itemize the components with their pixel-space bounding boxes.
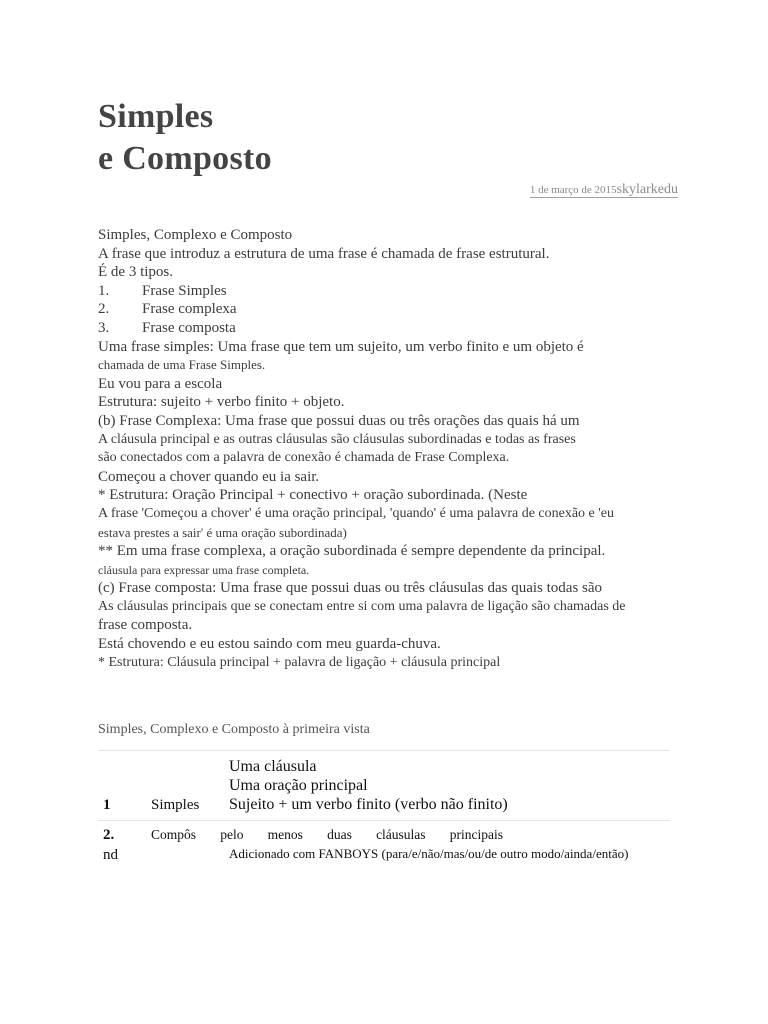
table-row-number: 1 [103,797,111,813]
article-body [98,226,698,672]
title-line-1: Simples [98,98,214,135]
list-text: Frase Simples [142,282,227,299]
list-number: 3. [98,319,110,336]
paragraph-line: É de 3 tipos. [98,264,173,281]
paragraph-line: chamada de uma Frase Simples. [98,357,266,373]
paragraph-line: Uma frase simples: Uma frase que tem um sujeito, um verbo finito e um objeto é [98,338,584,355]
post-meta[interactable] [530,183,678,198]
list-item [98,282,698,301]
paragraph-line: Começou a chover quando eu ia sair. [98,468,320,485]
paragraph-line: são conectados com a palavra de conexão é chamada de Frase Complexa. [98,450,510,466]
description-line: Sujeito + um verbo finito (verbo não finito) [229,796,508,813]
paragraph-line: A frase 'Começou a chover' é uma oração principal, 'quando' é uma palavra de conexão e 'eu [98,505,614,521]
paragraph-line: Estrutura: sujeito + verbo finito + objeto. [98,394,345,411]
paragraph-line: Eu vou para a escola [98,375,223,392]
paragraph-line: Simples, Complexo e Composto [98,227,293,243]
paragraph-line: * Estrutura: Cláusula principal + palavra de ligação + cláusula principal [98,654,501,670]
title-line-2: e Composto [98,140,272,177]
paragraph-line: * Estrutura: Oração Principal + conectivo + oração subordinada. (Neste [98,487,528,504]
list-number: 1. [98,282,110,299]
table-row-type: Simples [151,797,200,813]
paragraph-line: estava prestes a sair' é uma oração subordinada) [98,524,347,540]
section-heading: Simples, Complexo e Composto à primeira vista [98,722,370,737]
list-text: Frase complexa [142,301,237,318]
paragraph-line: As cláusulas principais que se conectam entre si com uma palavra de ligação são chamadas de [98,598,626,614]
table-row-number-suffix: nd [103,847,118,863]
description-line: Uma oração principal [229,777,368,794]
table-divider [98,820,670,821]
list-text: Frase composta [142,319,236,336]
table-row-description [229,757,508,814]
page-title [98,96,272,180]
list-item [98,300,698,319]
paragraph-line: (b) Frase Complexa: Uma frase que possui duas ou três orações das quais há um [98,412,580,429]
paragraph-line: A frase que introduz a estrutura de uma frase é chamada de frase estrutural. [98,245,550,262]
list-item [98,319,698,338]
post-date[interactable]: 1 de março de 2015 [529,184,617,196]
paragraph-line: Está chovendo e eu estou saindo com meu guarda-chuva. [98,636,441,653]
table-row-description: Adicionado com FANBOYS (para/e/não/mas/ou/de outro modo/ainda/então) [229,846,629,861]
paragraph-line: A cláusula principal e as outras cláusulas são cláusulas subordinadas e todas as frases [98,431,576,447]
table-row-description: Compôs pelo menos duas cláusulas principais [151,827,503,842]
paragraph-line: (c) Frase composta: Uma frase que possui duas ou três cláusulas das quais todas são [98,580,603,597]
paragraph-line: frase composta. [98,617,193,634]
paragraph-line: ** Em uma frase complexa, a oração subordinada é sempre dependente da principal. [98,543,606,560]
description-line: Uma cláusula [229,758,317,775]
post-author[interactable]: skylarkedu [616,182,678,197]
table-row-number: 2. [103,827,115,843]
paragraph-line: cláusula para expressar uma frase completa. [98,562,310,577]
list-number: 2. [98,301,110,318]
table-divider [98,750,670,751]
